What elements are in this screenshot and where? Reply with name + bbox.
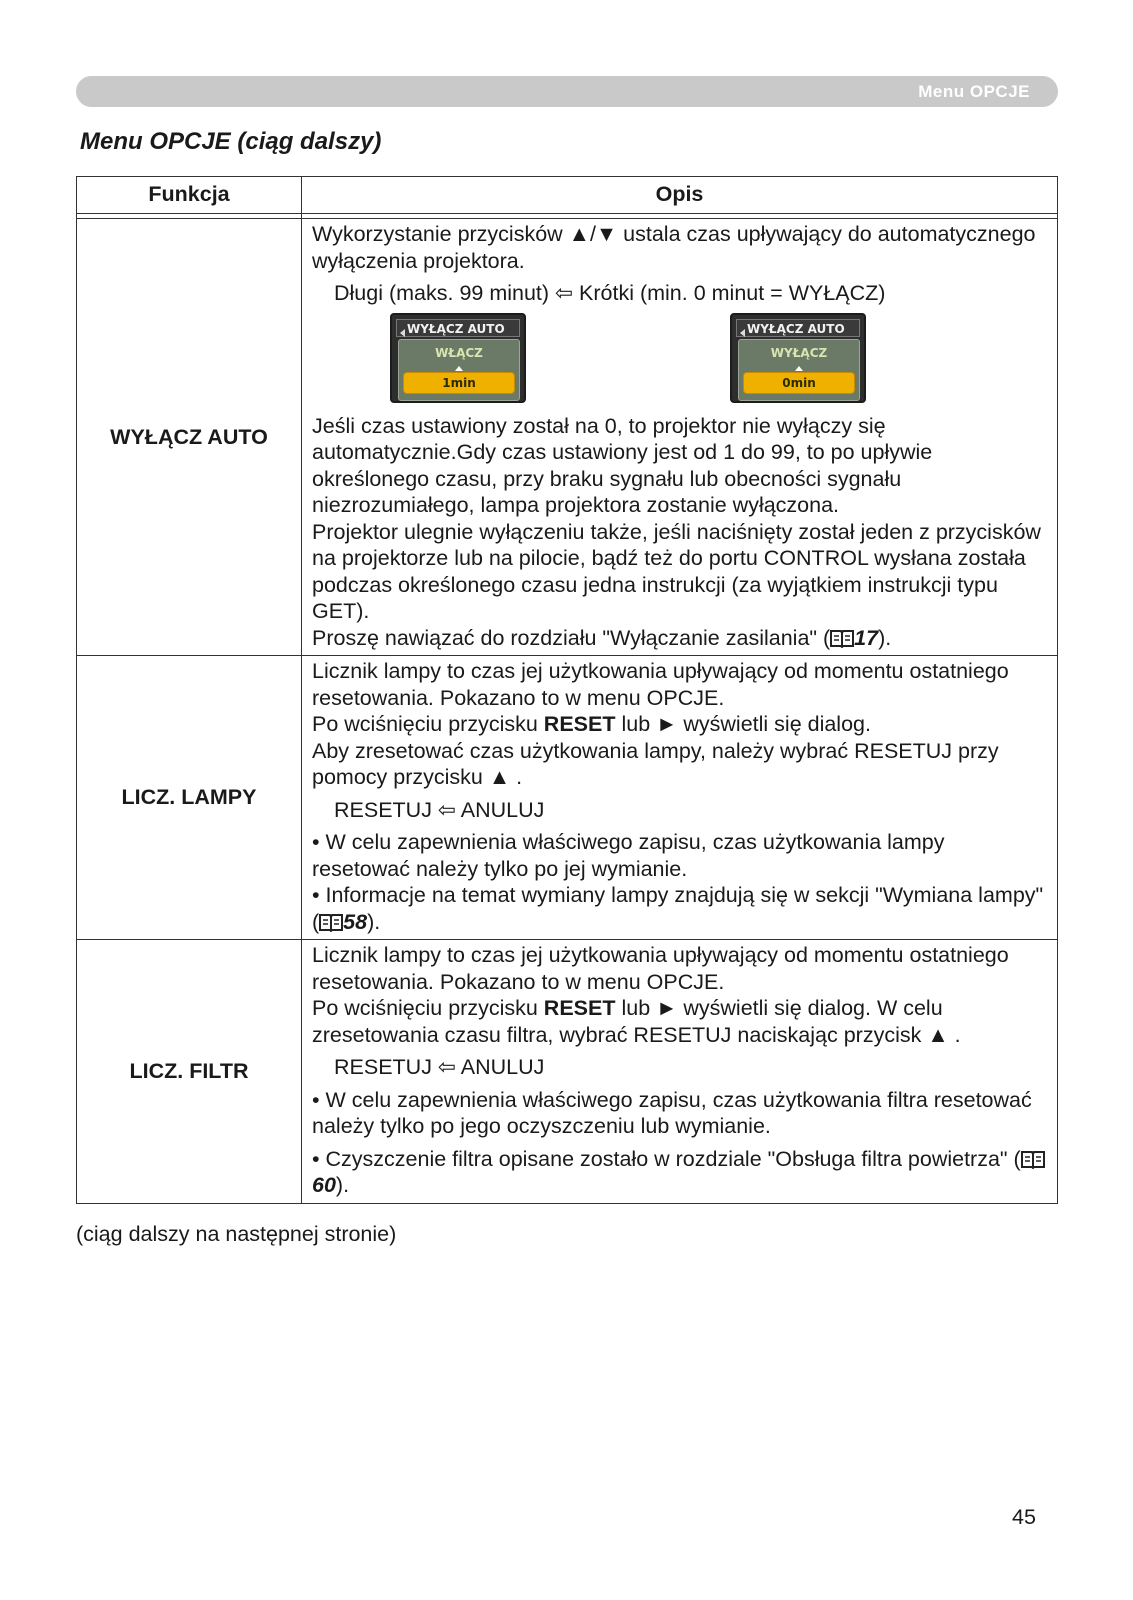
note-text: • W celu zapewnienia właściwego zapisu, czas użytkowania lampy resetować należy tylko po jej wymianie. [312,830,945,881]
description-text: Licznik lampy to czas jej użytkowania upływający od momentu ostatniego resetowania. Pokazano to w menu OPCJE. [312,943,1009,994]
page-reference-link[interactable]: 17 [854,625,879,650]
reset-options-text: RESETUJ ⇦ ANULUJ [334,1055,545,1079]
description-text: Aby zresetować czas użytkowania lampy, należy wybrać RESETUJ przy pomocy przycisku ▲ . [312,738,999,789]
osd-screenshot [730,313,866,403]
left-arrow-icon [740,329,745,337]
description-text: Wykorzystanie przycisków ▲/▼ ustala czas upływający do automatycznego wyłączenia projektora. [312,222,1036,273]
options-table [76,176,1058,1204]
osd-screenshot [390,313,526,403]
book-icon [319,912,343,932]
osd-title: WYŁĄCZ AUTO [747,321,845,336]
book-icon [830,628,854,648]
reference-text: Proszę nawiązać do rozdziału "Wyłączanie zasilania" ( 17). [312,625,892,650]
table-row [77,656,1058,940]
page-reference-link[interactable]: 60 [312,1173,336,1197]
book-icon [1021,1149,1045,1169]
reference-text: • Informacje na temat wymiany lampy znajdują się w sekcji "Wymiana lampy" ( 58). [312,883,1044,934]
osd-title: WYŁĄCZ AUTO [407,321,505,336]
note-text: • W celu zapewnienia właściwego zapisu, czas użytkowania filtra resetować należy tylko po jego oczyszczeniu lub wymianie. [312,1087,1032,1138]
description-text: Jeśli czas ustawiony został na 0, to projektor nie wyłączy się automatycznie.Gdy czas ustawiony jest od 1 do 99, to po upływie określonego czasu, przy braku sygnału lub obecności sygnału niezrozumiałego, lampa projektora zostanie wyłączona. [312,413,933,517]
description-text: Po wciśnięciu przycisku RESET lub ► wyświetli się dialog. [312,712,871,736]
table-header-row [77,177,1058,214]
section-header-bar [76,76,1058,107]
function-name: LICZ. FILTR [77,940,302,1204]
column-header-description: Opis [302,177,1058,214]
function-name: WYŁĄCZ AUTO [77,219,302,656]
up-arrow-icon [455,366,463,371]
function-description [302,940,1058,1204]
range-text: Długi (maks. 99 minut) ⇦ Krótki (min. 0 minut = WYŁĄCZ) [334,281,886,305]
section-header-label: Menu OPCJE [918,82,1030,101]
function-name: LICZ. LAMPY [77,656,302,940]
osd-subtitle: WYŁĄCZ [770,345,828,360]
page-number: 45 [1012,1505,1036,1529]
reference-text: • Czyszczenie filtra opisane zostało w rozdziale "Obsługa filtra powietrza" (60). [312,1146,1047,1199]
description-text: Po wciśnięciu przycisku RESET lub ► wyświetli się dialog. W celu zresetowania czasu filtra, wybrać RESETUJ naciskając przycisk ▲ . [312,996,961,1047]
description-text: Projektor ulegnie wyłączeniu także, jeśli naciśnięty został jeden z przycisków na projektorze lub na pilocie, bądź też do portu CONTROL wysłana została podczas określonego czasu jedna instrukcji (za wyjątkiem instrukcji typu GET). [312,519,1041,623]
osd-value: 0min [743,372,855,394]
page-reference-link[interactable]: 58 [343,909,368,934]
up-arrow-icon [795,366,803,371]
column-header-function: Funkcja [77,177,302,214]
osd-subtitle: WŁĄCZ [435,345,483,360]
reset-options-text: RESETUJ ⇦ ANULUJ [334,797,545,822]
table-row [77,219,1058,656]
page-title: Menu OPCJE (ciąg dalszy) [80,128,382,155]
osd-value: 1min [403,372,515,394]
left-arrow-icon [400,329,405,337]
description-text: Licznik lampy to czas jej użytkowania upływający od momentu ostatniego resetowania. Pokazano to w menu OPCJE. [312,659,1009,710]
function-description [302,656,1058,940]
function-description [302,219,1058,656]
table-row [77,940,1058,1204]
osd-examples [390,313,1047,403]
continued-note: (ciąg dalszy na następnej stronie) [76,1222,397,1246]
